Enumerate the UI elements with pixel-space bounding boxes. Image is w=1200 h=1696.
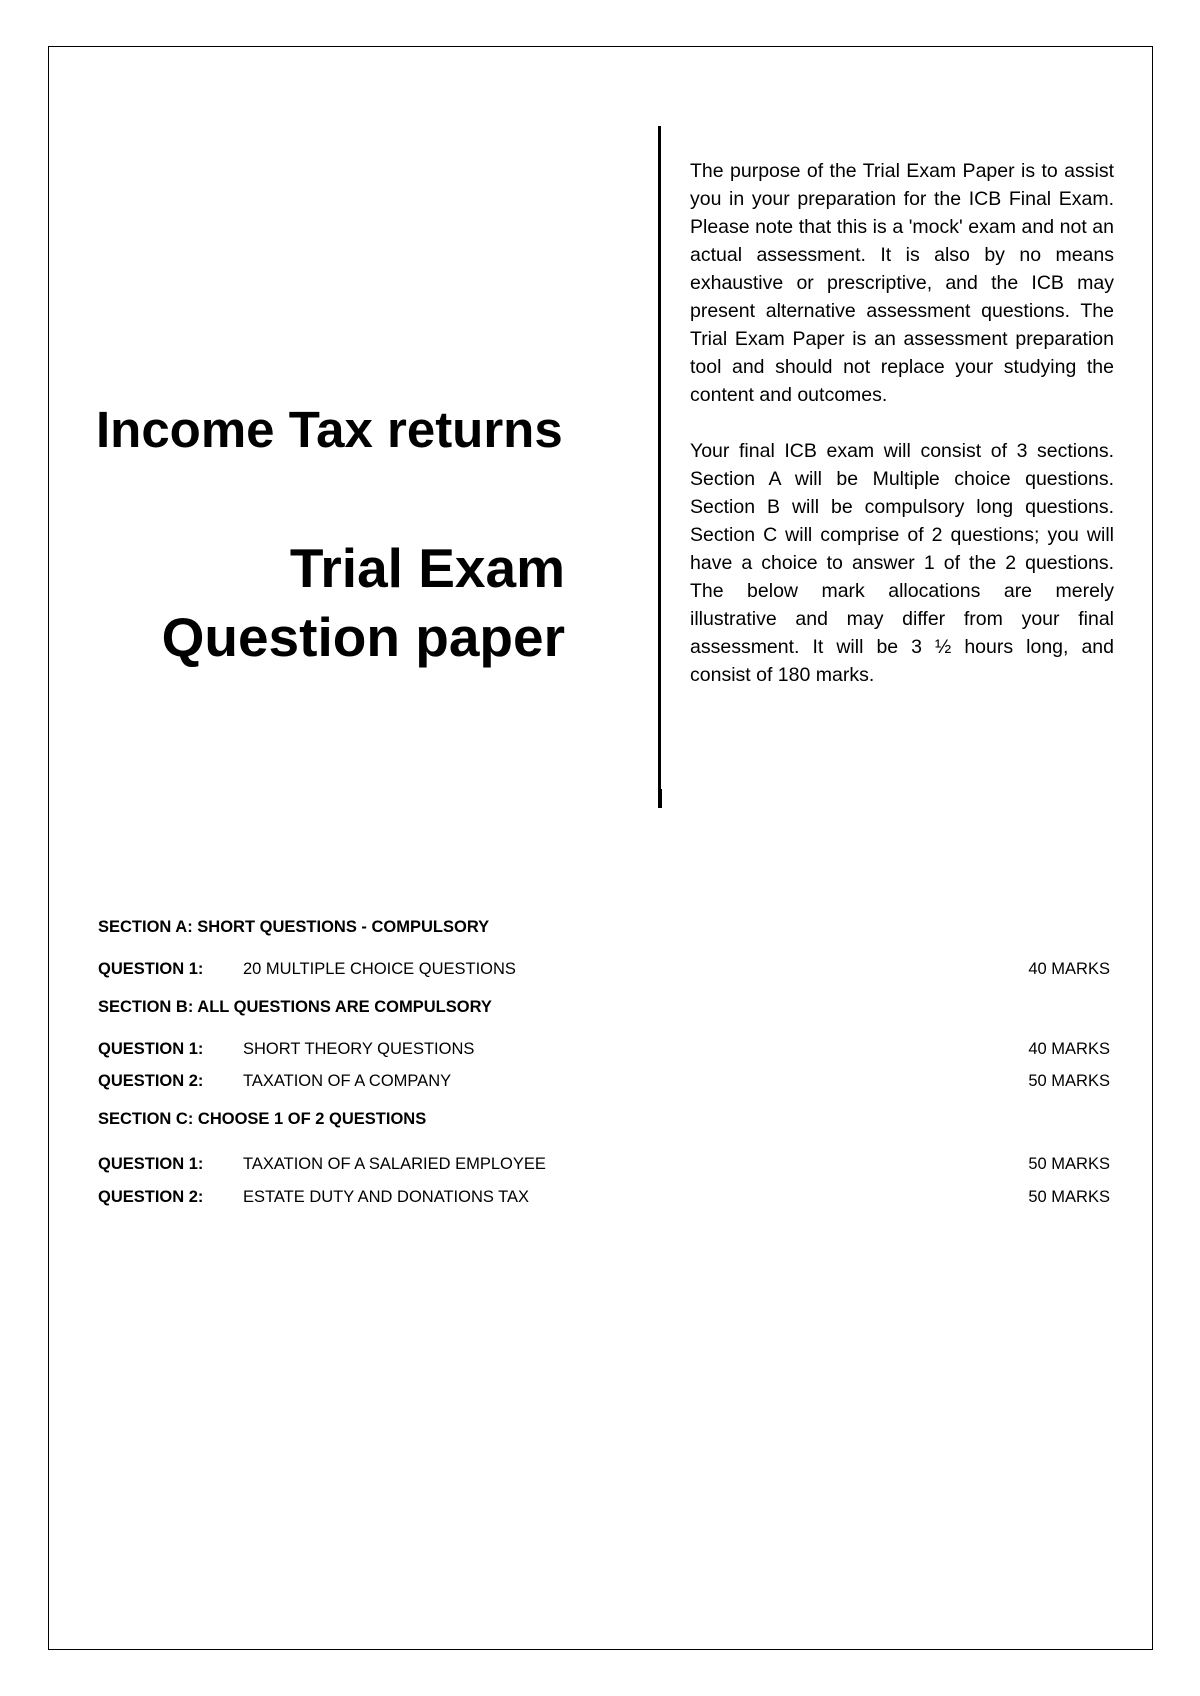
question-description: ESTATE DUTY AND DONATIONS TAX (243, 1188, 530, 1206)
intro-paragraph-2: Your final ICB exam will consist of 3 sections. Section A will be Multiple choice questions. Section B will be compulsory long questions. Section C will comprise of 2 questions; you will have a choice to answer 1 of the 2 questions. The below mark allocations are merely illustrative and may differ from your final assessment. It will be 3 ½ hours long, and consist of 180 marks. (690, 440, 1114, 686)
section-c-question-1 (98, 1155, 1110, 1177)
vertical-divider (658, 126, 661, 798)
vertical-divider-tick (658, 789, 662, 808)
question-marks: 40 MARKS (1028, 1040, 1110, 1058)
question-label: QUESTION 1: (98, 960, 204, 978)
question-description: SHORT THEORY QUESTIONS (243, 1040, 475, 1058)
intro-paragraph-1: The purpose of the Trial Exam Paper is to assist you in your preparation for the ICB Final Exam. Please note that this is a 'mock' exam and not an actual assessment. It is also by no means exhaustive or prescriptive, and the ICB may present alternative assessment questions. The Trial Exam Paper is an assessment preparation tool and should not replace your studying the content and outcomes. (690, 160, 1114, 406)
page-title: Income Tax returns (96, 401, 563, 458)
subtitle-line-2: Question paper (161, 606, 565, 668)
page-subtitle (60, 534, 565, 672)
section-b-question-2 (98, 1072, 1110, 1094)
question-marks: 40 MARKS (1028, 960, 1110, 978)
question-label: QUESTION 1: (98, 1040, 204, 1058)
section-c-question-2 (98, 1188, 1110, 1210)
section-a-heading: SECTION A: SHORT QUESTIONS - COMPULSORY (98, 918, 490, 936)
section-c-heading: SECTION C: CHOOSE 1 OF 2 QUESTIONS (98, 1110, 427, 1128)
question-label: QUESTION 2: (98, 1072, 204, 1090)
question-marks: 50 MARKS (1028, 1188, 1110, 1206)
question-description: TAXATION OF A COMPANY (243, 1072, 452, 1090)
question-description: 20 MULTIPLE CHOICE QUESTIONS (243, 960, 516, 978)
question-description: TAXATION OF A SALARIED EMPLOYEE (243, 1155, 546, 1173)
section-b-heading: SECTION B: ALL QUESTIONS ARE COMPULSORY (98, 998, 492, 1016)
section-a-question-1 (98, 960, 1110, 982)
question-label: QUESTION 2: (98, 1188, 204, 1206)
question-marks: 50 MARKS (1028, 1072, 1110, 1090)
question-label: QUESTION 1: (98, 1155, 204, 1173)
intro-text (690, 157, 1114, 717)
question-marks: 50 MARKS (1028, 1155, 1110, 1173)
section-b-question-1 (98, 1040, 1110, 1062)
subtitle-line-1: Trial Exam (289, 537, 565, 599)
